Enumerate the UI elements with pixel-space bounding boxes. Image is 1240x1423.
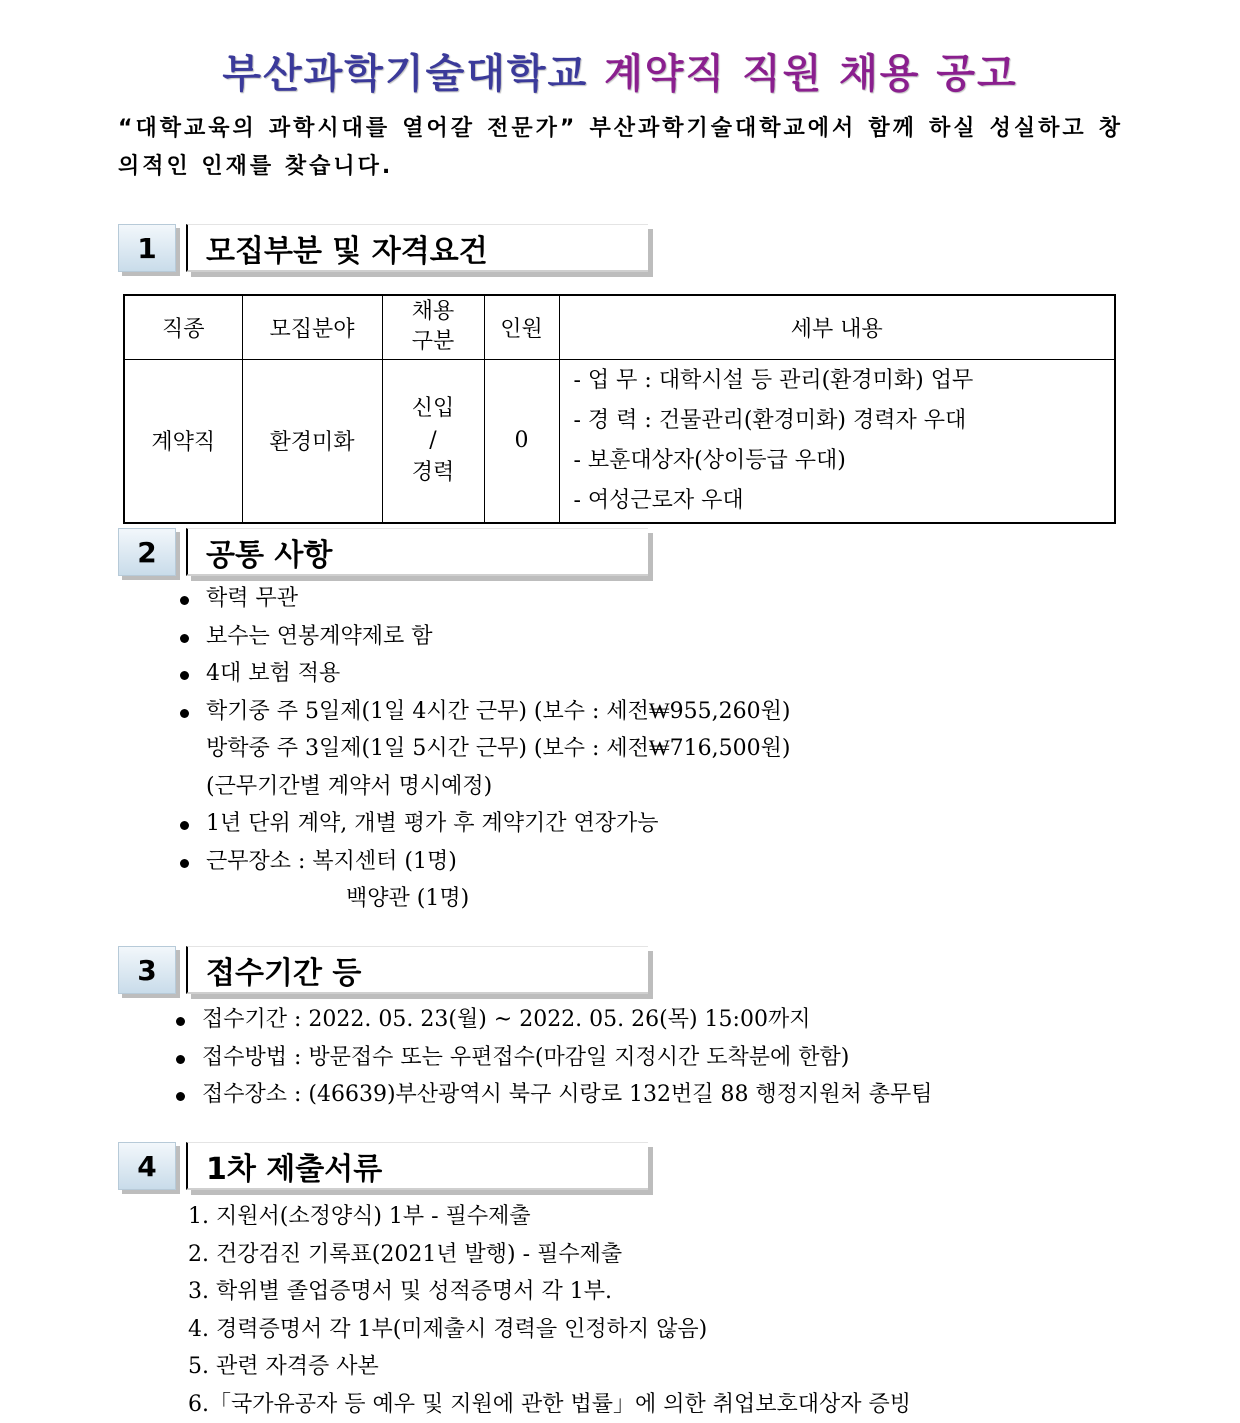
cell-type-line3: 경력	[411, 459, 455, 485]
section-3-title: 접수기간 등	[186, 946, 648, 994]
section-4-title: 1차 제출서류	[186, 1142, 648, 1190]
section-1-title: 모집부분 및 자격요건	[186, 224, 648, 272]
detail-line: - 여성근로자 우대	[573, 487, 744, 513]
cell-count: 0	[484, 359, 559, 523]
header-field: 모집분야	[242, 295, 382, 359]
header-type-line1: 채용	[411, 299, 455, 325]
intro-text: “대학교육의 과학시대를 열어갈 전문가” 부산과학기술대학교에서 함께 하실 성실하고 창의적인 인재를 찾습니다.	[118, 116, 1123, 179]
header-type-line2: 구분	[411, 329, 455, 355]
header-detail: 세부 내용	[559, 295, 1115, 359]
table-header-row	[124, 295, 1115, 359]
cell-type-line2: /	[429, 427, 437, 453]
section-3-number: 3	[118, 946, 176, 994]
detail-line: - 보훈대상자(상이등급 우대)	[573, 447, 846, 473]
cell-detail	[559, 359, 1115, 523]
page-title	[0, 42, 1240, 99]
detail-line: - 경 력 : 건물관리(환경미화) 경력자 우대	[573, 407, 967, 433]
table-row	[124, 359, 1115, 523]
cell-type	[382, 359, 484, 523]
section-1-number: 1	[118, 224, 176, 272]
section-2-number: 2	[118, 528, 176, 576]
section-4-number: 4	[118, 1142, 176, 1190]
cell-type-line1: 신입	[411, 395, 455, 421]
section-2-title: 공통 사항	[186, 528, 648, 576]
cell-field: 환경미화	[242, 359, 382, 523]
header-type	[382, 295, 484, 359]
detail-line: - 업 무 : 대학시설 등 관리(환경미화) 업무	[573, 367, 974, 393]
header-job: 직종	[124, 295, 242, 359]
cell-job: 계약직	[124, 359, 242, 523]
recruitment-table	[123, 294, 1116, 524]
header-count: 인원	[484, 295, 559, 359]
title-notice: 계약직 직원 채용 공고	[604, 51, 1018, 97]
title-university: 부산과학기술대학교	[222, 51, 589, 97]
